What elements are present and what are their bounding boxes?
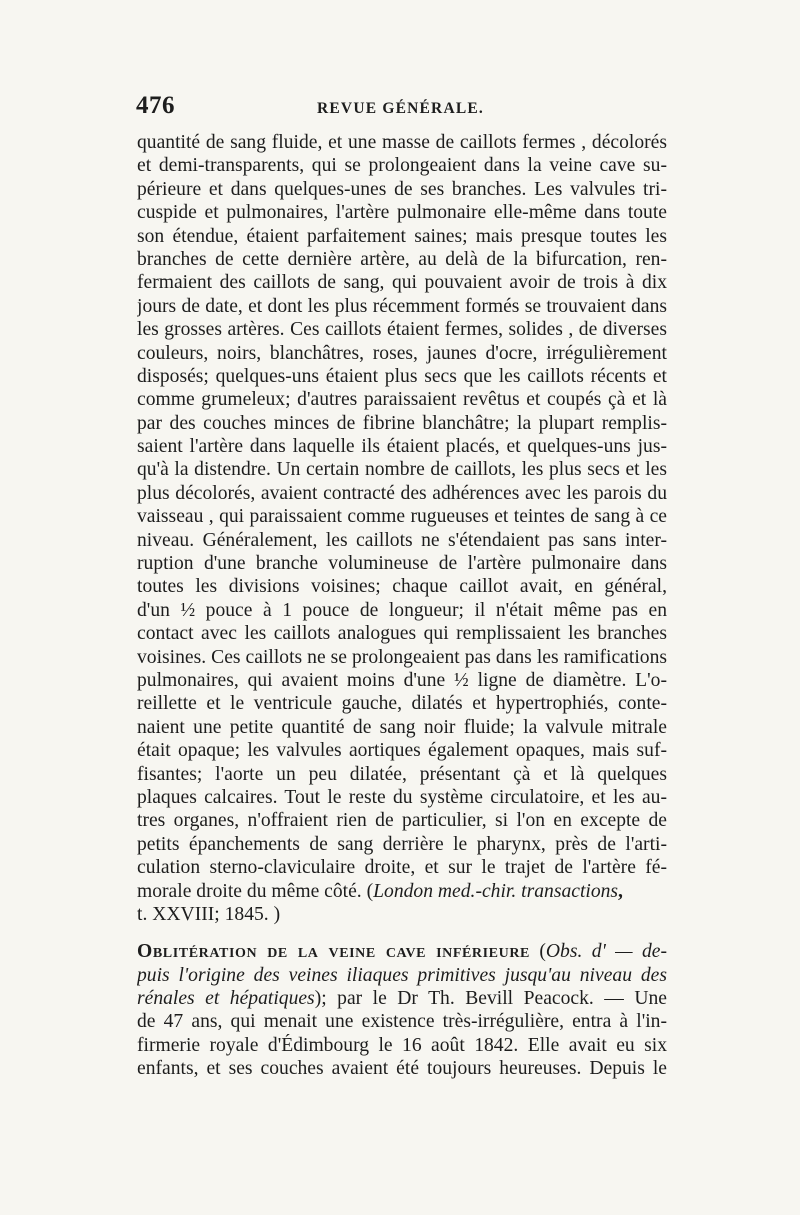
text-line: firmerie royale d'Édimbourg le 16 août 1842. Elle avait eu six (137, 1034, 667, 1056)
paragraph-2-lines (137, 1010, 667, 1080)
text-line: contact avec les caillots analogues qui remplissaient les branches (137, 623, 667, 645)
text-line: disposés; quelques-uns étaient plus secs que les caillots récents et (137, 365, 667, 387)
text-line: de 47 ans, qui menait une existence très-irrégulière, entra à l'in- (137, 1011, 667, 1033)
text-line: comme grumeleux; d'autres paraissaient revêtus et coupés çà et là (137, 389, 667, 411)
running-head: REVUE GÉNÉRALE. (317, 100, 484, 117)
page-number: 476 (136, 92, 175, 119)
title-paren: ( (529, 941, 546, 963)
citation-prefix: morale droite du même côté. ( (137, 880, 374, 902)
citation-last-line: t. XXVIII; 1845. ) (137, 903, 281, 925)
page-header (137, 92, 667, 122)
text-line: périeure et dans quelques-unes de ses branches. Les valvules tri- (137, 178, 667, 200)
text-line: son étendue, étaient parfaitement saines; mais presque toutes les (137, 225, 667, 247)
section-title: Oblitération de la veine cave inférieure (137, 941, 530, 963)
text-line: d'un ½ pouce à 1 pouce de longueur; il n'était même pas en (137, 599, 667, 621)
text-line: vaisseau , qui paraissaient comme rugueuses et teintes de sang à ce (137, 506, 667, 528)
text-line: plus décolorés, avaient contracté des adhérences avec les parois du (137, 482, 667, 504)
citation-comma: , (618, 880, 623, 902)
body-text (137, 131, 667, 1081)
text-line: par des couches minces de fibrine blanchâtre; la plupart remplis- (137, 412, 667, 434)
text-line: branches de cette dernière artère, au delà de la bifurcation, ren- (137, 248, 667, 270)
text-line: qu'à la distendre. Un certain nombre de caillots, les plus secs et les (137, 459, 667, 481)
text-line: jours de date, et dont les plus récemment formés se trouvaient dans (137, 295, 667, 317)
paragraph-2-line-2: puis l'origine des veines iliaques primitives jusqu'au niveau des (137, 964, 667, 986)
line-3-italic: rénales et hépatiques (137, 988, 315, 1010)
text-line: reillette et le ventricule gauche, dilatés et hypertrophiés, conte- (137, 693, 667, 715)
text-line: tres organes, n'offraient rien de particulier, si l'on en excepte de (137, 810, 667, 832)
text-line: naient une petite quantité de sang noir fluide; la valvule mitrale (137, 716, 667, 738)
text-line: niveau. Généralement, les caillots ne s'étendaient pas sans inter- (137, 529, 667, 551)
text-line: était opaque; les valvules aortiques également opaques, mais suf- (137, 740, 667, 762)
text-line: saient l'artère dans laquelle ils étaient placés, et quelques-uns jus- (137, 436, 667, 458)
section-title-line (137, 940, 667, 963)
text-line: et demi-transparents, qui se prolongeaient dans la veine cave su- (137, 155, 667, 177)
text-line: petits épanchements de sang derrière le pharynx, près de l'arti- (137, 833, 667, 855)
text-line: fermaient des caillots de sang, qui pouvaient avoir de trois à dix (137, 272, 667, 294)
text-line: couleurs, noirs, blanchâtres, roses, jaunes d'ocre, irrégulièrement (137, 342, 667, 364)
line-3-rest: ); par le Dr Th. Bevill Peacock. — Une (314, 988, 667, 1010)
citation-line (137, 880, 667, 903)
text-line: voisines. Ces caillots ne se prolongeaient pas dans les ramifications (137, 646, 667, 668)
paragraph-2-line-3 (137, 987, 667, 1010)
text-line: toutes les divisions voisines; chaque caillot avait, en général, (137, 576, 667, 598)
text-line: plaques calcaires. Tout le reste du système circulatoire, et les au- (137, 786, 667, 808)
document-page (137, 92, 667, 1081)
title-italic: Obs. d' — de- (545, 941, 667, 963)
text-line: les grosses artères. Ces caillots étaient fermes, solides , de diverses (137, 319, 667, 341)
text-line: fisantes; l'aorte un peu dilatée, présentant çà et là quelques (137, 763, 667, 785)
text-line: quantité de sang fluide, et une masse de caillots fermes , décolorés (137, 132, 667, 153)
paragraph-1 (137, 131, 667, 880)
text-line: ruption d'une branche volumineuse de l'artère pulmonaire dans (137, 553, 667, 575)
text-line: cuspide et pulmonaires, l'artère pulmonaire elle-même dans toute (137, 202, 667, 224)
citation-source: London med.-chir. transactions (373, 880, 619, 902)
text-line: culation sterno-claviculaire droite, et sur le trajet de l'artère fé- (137, 857, 667, 879)
text-line: enfants, et ses couches avaient été toujours heureuses. Depuis le (137, 1058, 667, 1080)
text-line: pulmonaires, qui avaient moins d'une ½ ligne de diamètre. L'o- (137, 669, 667, 691)
paragraph-2 (137, 940, 667, 1080)
